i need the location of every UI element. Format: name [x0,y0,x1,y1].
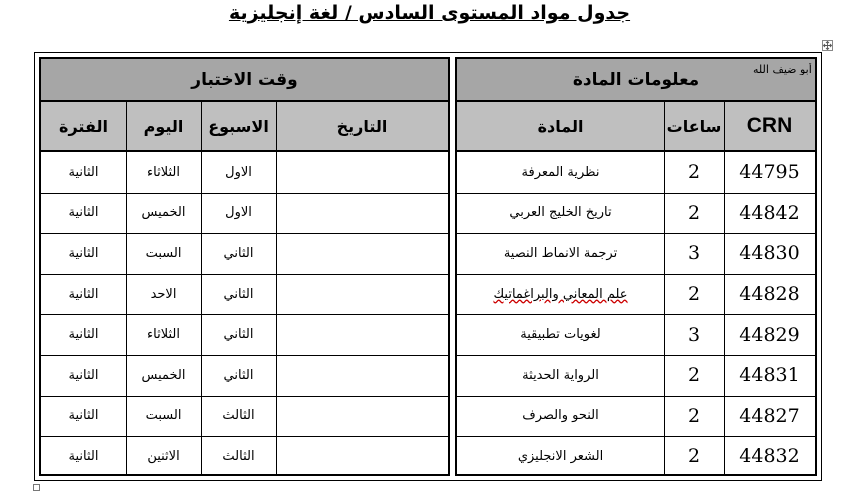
table-resize-handle[interactable] [33,484,40,491]
cell-crn: 44842 [739,201,800,224]
cell-day: الثلاثاء [147,164,180,180]
cell-period: الثانية [68,245,99,261]
cell-hours: 3 [687,323,701,346]
cell-crn: 44831 [739,364,800,387]
page-title: جدول مواد المستوى السادس / لغة إنجليزية [228,2,631,24]
cell-week: الثاني [223,286,254,302]
column-header-course: المادة [457,102,664,150]
cell-period: الثانية [68,448,99,464]
cell-course: الرواية الحديثة [522,367,599,383]
table-move-handle[interactable] [822,40,833,51]
cell-hours: 2 [687,201,701,224]
cell-period: الثانية [68,327,99,343]
cell-day: السبت [145,245,182,261]
cell-date [276,233,448,274]
column-header-crn: CRN [724,102,815,150]
cell-hours: 2 [687,445,701,468]
cell-day: الاثنين [147,448,180,464]
cell-hours: 2 [687,283,701,306]
cell-crn: 44830 [739,242,800,265]
cell-week: الثالث [222,408,255,424]
cell-crn: 44828 [739,283,800,306]
cell-course: ترجمة الانماط النصية [503,245,618,261]
cell-hours: 3 [687,242,701,265]
move-arrows-icon [823,41,832,50]
cell-day: الاحد [150,286,177,302]
cell-date [276,152,448,193]
cell-crn: 44795 [739,161,800,184]
exam-time-heading: وقت الاختبار [41,59,448,100]
cell-date [276,396,448,437]
cell-date [276,314,448,355]
column-header-day: اليوم [126,102,201,150]
cell-date [276,274,448,315]
cell-course: علم المعاني والبراغماتيك [493,286,628,302]
cell-course: نظرية المعرفة [521,164,600,180]
cell-date [276,436,448,476]
column-header-hours: ساعات [664,102,724,150]
cell-week: الثاني [223,327,254,343]
cell-hours: 2 [687,364,701,387]
cell-week: الثاني [223,367,254,383]
cell-hours: 2 [687,404,701,427]
cell-hours: 2 [687,161,701,184]
cell-week: الاول [225,164,252,180]
column-header-week: الاسبوع [201,102,276,150]
cell-course: الشعر الانجليزي [517,448,604,464]
cell-crn: 44829 [739,323,800,346]
cell-course: لغويات تطبيقية [520,327,601,343]
cell-week: الاول [225,205,252,221]
cell-course: تاريخ الخليج العربي [509,205,612,221]
cell-crn: 44827 [739,404,800,427]
credit-note: أبو ضيف الله [753,63,812,75]
cell-period: الثانية [68,205,99,221]
cell-day: السبت [145,408,182,424]
cell-course: النحو والصرف [522,408,599,424]
cell-day: الخميس [141,367,186,383]
cell-crn: 44832 [739,445,800,468]
cell-date [276,193,448,234]
cell-period: الثانية [68,164,99,180]
exam-time-table [39,57,450,476]
cell-week: الثالث [222,448,255,464]
cell-period: الثانية [68,367,99,383]
course-info-heading: معلومات المادة [457,59,815,100]
cell-week: الثاني [223,245,254,261]
cell-period: الثانية [68,286,99,302]
cell-day: الخميس [141,205,186,221]
cell-day: الثلاثاء [147,327,180,343]
cell-date [276,355,448,396]
column-header-date: التاريخ [276,102,448,150]
column-header-period: الفترة [41,102,126,150]
course-info-table [455,57,817,476]
cell-period: الثانية [68,408,99,424]
